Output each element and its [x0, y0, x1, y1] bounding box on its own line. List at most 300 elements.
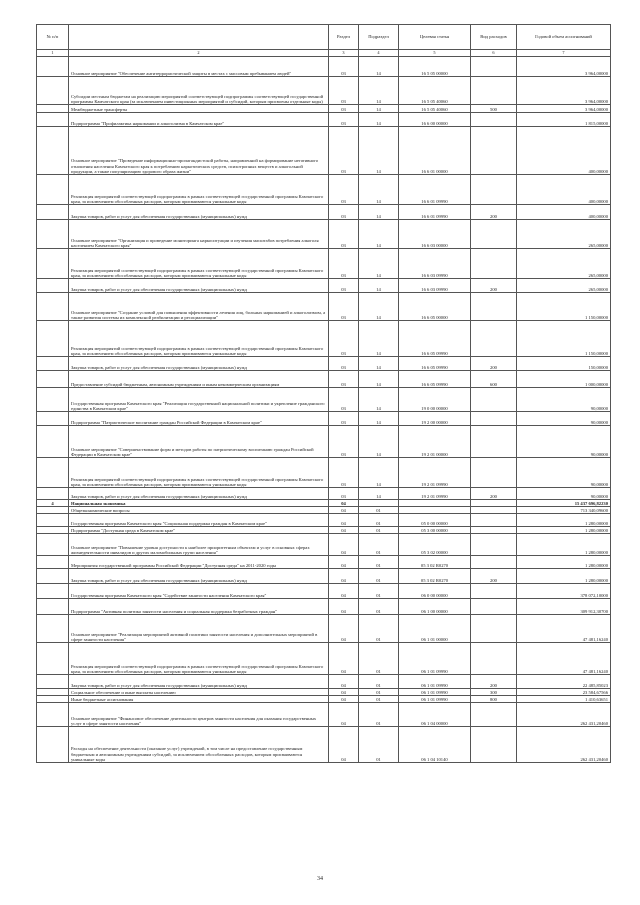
row-expense-type-cell — [471, 727, 517, 763]
row-amount-cell: 22 485,85023 — [517, 675, 611, 689]
table-row — [37, 569, 611, 584]
row-amount-cell: 713 340,09600 — [517, 507, 611, 514]
table-header-row — [37, 25, 611, 50]
table-body — [37, 57, 611, 763]
row-number-cell — [37, 127, 69, 175]
row-razdel-cell: 03 — [329, 357, 359, 371]
row-name-cell: Предоставление субсидий бюджетным, автономным учреждениям и иным некоммерческим организациям — [69, 371, 329, 388]
row-name-cell: Государственная программа Камчатского края "Реализация государственной национальной политики и укрепление гражданского единства в Камчатском крае" — [69, 388, 329, 412]
row-target-article-cell: 06 1 01 09990 — [399, 696, 471, 703]
column-number: 4 — [359, 50, 399, 57]
row-amount-cell: 262 431,20460 — [517, 727, 611, 763]
row-number-cell — [37, 507, 69, 514]
row-amount-cell: 90,00000 — [517, 426, 611, 458]
row-name-cell: Закупка товаров, работ и услуг для обеспечения государственных (муниципальных) нужд — [69, 357, 329, 371]
row-podrazdel-cell: 14 — [359, 293, 399, 321]
row-amount-cell: 1 280,00000 — [517, 514, 611, 527]
page-number: 34 — [317, 876, 323, 882]
row-amount-cell: 1 410,63651 — [517, 696, 611, 703]
row-number-cell — [37, 675, 69, 689]
row-podrazdel-cell: 01 — [359, 696, 399, 703]
row-razdel-cell: 03 — [329, 249, 359, 279]
row-amount-cell: 47 481,16240 — [517, 615, 611, 643]
row-expense-type-cell: 600 — [471, 371, 517, 388]
row-number-cell — [37, 205, 69, 220]
table-row — [37, 689, 611, 696]
row-number-cell — [37, 279, 69, 293]
row-razdel-cell: 04 — [329, 534, 359, 556]
row-number-cell — [37, 488, 69, 500]
row-razdel-cell: 03 — [329, 488, 359, 500]
row-target-article-cell: 16 6 03 09990 — [399, 249, 471, 279]
row-target-article-cell: 19 0 00 00000 — [399, 388, 471, 412]
row-number-cell — [37, 569, 69, 584]
row-razdel-cell: 03 — [329, 77, 359, 105]
row-target-article-cell: 16 6 05 09990 — [399, 371, 471, 388]
row-target-article-cell: 16 5 05 40060 — [399, 105, 471, 113]
row-amount-cell: 3 964,00000 — [517, 77, 611, 105]
header-name — [69, 25, 329, 50]
header-expense-type: Вид расходов — [471, 25, 517, 50]
row-amount-cell: 47 481,16240 — [517, 643, 611, 675]
row-expense-type-cell — [471, 599, 517, 615]
row-expense-type-cell — [471, 113, 517, 127]
table-row — [37, 371, 611, 388]
row-podrazdel-cell: 01 — [359, 556, 399, 569]
row-name-cell: Реализация мероприятий соответствующей подпрограммы в рамках соответствующей государственной программы Камчатского края, за исключением обособленных расходов, которым присваиваются уникальные коды — [69, 175, 329, 205]
row-expense-type-cell: 800 — [471, 696, 517, 703]
row-expense-type-cell — [471, 220, 517, 249]
table-row — [37, 507, 611, 514]
row-expense-type-cell — [471, 643, 517, 675]
column-number: 2 — [69, 50, 329, 57]
row-number-cell — [37, 426, 69, 458]
row-podrazdel-cell: 01 — [359, 584, 399, 599]
row-expense-type-cell — [471, 458, 517, 488]
row-amount-cell: 400,00000 — [517, 175, 611, 205]
row-expense-type-cell: 200 — [471, 279, 517, 293]
row-razdel-cell: 03 — [329, 426, 359, 458]
row-name-cell: Закупка товаров, работ и услуг для обеспечения государственных (муниципальных) нужд — [69, 205, 329, 220]
row-number-cell — [37, 175, 69, 205]
row-number-cell — [37, 556, 69, 569]
table-row — [37, 675, 611, 689]
row-razdel-cell: 04 — [329, 584, 359, 599]
header-podrazdel: Подраздел — [359, 25, 399, 50]
column-number: 5 — [399, 50, 471, 57]
row-amount-cell: 1 000,00000 — [517, 371, 611, 388]
row-target-article-cell: 19 2 01 09990 — [399, 488, 471, 500]
row-target-article-cell: 16 5 05 00000 — [399, 57, 471, 77]
table-row — [37, 426, 611, 458]
row-amount-cell: 1 150,00000 — [517, 293, 611, 321]
row-podrazdel-cell: 14 — [359, 249, 399, 279]
row-target-article-cell: 16 6 00 00000 — [399, 113, 471, 127]
table-row — [37, 727, 611, 763]
table-row — [37, 105, 611, 113]
row-expense-type-cell — [471, 514, 517, 527]
table-row — [37, 57, 611, 77]
row-amount-cell: 265,00000 — [517, 220, 611, 249]
table-row — [37, 77, 611, 105]
row-podrazdel-cell: 14 — [359, 127, 399, 175]
row-expense-type-cell — [471, 412, 517, 426]
row-expense-type-cell — [471, 388, 517, 412]
table-row — [37, 293, 611, 321]
table-row — [37, 696, 611, 703]
table-row — [37, 127, 611, 175]
row-number-cell — [37, 371, 69, 388]
row-razdel-cell: 03 — [329, 113, 359, 127]
row-amount-cell: 90,00000 — [517, 412, 611, 426]
row-name-cell: Основное мероприятие "Создание условий для повышения эффективности лечения лиц, больных наркоманией и алкоголизмом, а также развития системы их комплексной реабилитации и ресоциализации" — [69, 293, 329, 321]
row-razdel-cell: 04 — [329, 615, 359, 643]
row-podrazdel-cell: 01 — [359, 527, 399, 534]
row-razdel-cell: 03 — [329, 371, 359, 388]
row-razdel-cell: 03 — [329, 205, 359, 220]
header-target-article: Целевая статья — [399, 25, 471, 50]
row-target-article-cell — [399, 507, 471, 514]
table-row — [37, 249, 611, 279]
row-amount-cell: 378 072,10000 — [517, 584, 611, 599]
row-target-article-cell: 16 6 03 09990 — [399, 279, 471, 293]
row-expense-type-cell — [471, 556, 517, 569]
row-name-cell: Основное мероприятие "Организация и проведение мониторинга наркоситуации и изучения масштабов потребления алкоголя населением Камчатского края" — [69, 220, 329, 249]
table-row — [37, 584, 611, 599]
row-target-article-cell: 06 1 00 00000 — [399, 599, 471, 615]
row-target-article-cell — [399, 500, 471, 507]
row-amount-cell: 3 964,00000 — [517, 105, 611, 113]
row-name-cell: Реализация мероприятий соответствующей подпрограммы в рамках соответствующей государственной программы Камчатского края, за исключением обособленных расходов, которым присваиваются уникальные коды — [69, 643, 329, 675]
table-row — [37, 527, 611, 534]
row-podrazdel-cell: 14 — [359, 426, 399, 458]
row-razdel-cell: 03 — [329, 279, 359, 293]
table-row — [37, 500, 611, 507]
row-name-cell: Иные бюджетные ассигнования — [69, 696, 329, 703]
row-podrazdel-cell: 14 — [359, 412, 399, 426]
column-number-row — [37, 50, 611, 57]
column-number: 1 — [37, 50, 69, 57]
row-razdel-cell: 03 — [329, 293, 359, 321]
row-expense-type-cell — [471, 249, 517, 279]
row-razdel-cell: 04 — [329, 514, 359, 527]
row-number-cell — [37, 388, 69, 412]
table-row — [37, 643, 611, 675]
row-podrazdel-cell: 14 — [359, 57, 399, 77]
row-name-cell: Межбюджетные трансферты — [69, 105, 329, 113]
row-name-cell: Основное мероприятие "Повышение уровня доступности к наиболее приоритетным объектам и услуг в основных сферах жизнедеятельности инвалидов и других маломобильных групп населения" — [69, 534, 329, 556]
row-podrazdel-cell: 01 — [359, 675, 399, 689]
row-number-cell — [37, 321, 69, 357]
row-number-cell — [37, 584, 69, 599]
row-razdel-cell: 04 — [329, 599, 359, 615]
row-number-cell — [37, 615, 69, 643]
row-podrazdel-cell: 01 — [359, 703, 399, 727]
row-target-article-cell: 05 3 02 R0270 — [399, 569, 471, 584]
row-razdel-cell: 04 — [329, 569, 359, 584]
table-row — [37, 357, 611, 371]
table-row — [37, 458, 611, 488]
row-amount-cell: 1 150,00000 — [517, 321, 611, 357]
row-name-cell: Реализация мероприятий соответствующей подпрограммы в рамках соответствующей государственной программы Камчатского края, за исключением обособленных расходов, которым присваиваются уникальные коды — [69, 321, 329, 357]
row-expense-type-cell — [471, 527, 517, 534]
column-number: 6 — [471, 50, 517, 57]
header-number: № п/п — [37, 25, 69, 50]
row-expense-type-cell — [471, 127, 517, 175]
row-number-cell — [37, 357, 69, 371]
row-amount-cell: 1 815,00000 — [517, 113, 611, 127]
row-expense-type-cell — [471, 426, 517, 458]
row-target-article-cell: 16 5 05 40060 — [399, 77, 471, 105]
row-amount-cell: 1 280,00000 — [517, 556, 611, 569]
row-name-cell: Общеэкономические вопросы — [69, 507, 329, 514]
row-target-article-cell: 05 3 02 00000 — [399, 534, 471, 556]
row-razdel-cell: 03 — [329, 412, 359, 426]
header-annual-amount: Годовой объем ассигнований — [517, 25, 611, 50]
row-name-cell: Реализация мероприятий соответствующей подпрограммы в рамках соответствующей государственной программы Камчатского края, за исключением обособленных расходов, которым присваиваются уникальные коды — [69, 458, 329, 488]
row-razdel-cell: 03 — [329, 220, 359, 249]
row-name-cell: Основное мероприятие "Реализация мероприятий активной политики занятости населения и дополнительных мероприятий в сфере занятости населения" — [69, 615, 329, 643]
table-row — [37, 556, 611, 569]
row-expense-type-cell — [471, 703, 517, 727]
row-expense-type-cell — [471, 534, 517, 556]
row-podrazdel-cell: 14 — [359, 357, 399, 371]
row-expense-type-cell: 200 — [471, 488, 517, 500]
row-name-cell: Закупка товаров, работ и услуг для обеспечения государственных (муниципальных) нужд — [69, 488, 329, 500]
row-number-cell — [37, 412, 69, 426]
row-podrazdel-cell: 14 — [359, 105, 399, 113]
row-expense-type-cell — [471, 57, 517, 77]
row-name-cell: Социальное обеспечение и иные выплаты населению — [69, 689, 329, 696]
row-podrazdel-cell: 01 — [359, 643, 399, 675]
table-row — [37, 113, 611, 127]
row-target-article-cell: 06 1 04 10140 — [399, 727, 471, 763]
row-podrazdel-cell: 14 — [359, 371, 399, 388]
row-target-article-cell: 16 6 03 00000 — [399, 220, 471, 249]
row-amount-cell: 262 431,20460 — [517, 703, 611, 727]
row-amount-cell: 1 280,00000 — [517, 527, 611, 534]
row-number-cell — [37, 458, 69, 488]
row-target-article-cell: 06 1 01 09990 — [399, 675, 471, 689]
row-target-article-cell: 06 1 01 09990 — [399, 689, 471, 696]
row-podrazdel-cell: 14 — [359, 488, 399, 500]
row-expense-type-cell — [471, 507, 517, 514]
row-number-cell — [37, 599, 69, 615]
row-podrazdel-cell: 14 — [359, 205, 399, 220]
row-number-cell — [37, 220, 69, 249]
row-number-cell — [37, 534, 69, 556]
row-razdel-cell: 04 — [329, 556, 359, 569]
row-number-cell — [37, 514, 69, 527]
row-expense-type-cell: 200 — [471, 357, 517, 371]
row-amount-cell: 150,00000 — [517, 357, 611, 371]
row-name-cell: Подпрограмма "Доступная среда в Камчатском крае" — [69, 527, 329, 534]
row-expense-type-cell — [471, 175, 517, 205]
row-name-cell: Субсидии местным бюджетам на реализацию мероприятий соответствующей подпрограммы соответствующей государственной программы Камчатского края (за исключением инвестиционных мероприятий и субсидий, которым присвоены отдельные коды) — [69, 77, 329, 105]
row-number-cell — [37, 727, 69, 763]
row-target-article-cell: 06 0 00 00000 — [399, 584, 471, 599]
table-row — [37, 205, 611, 220]
table-row — [37, 388, 611, 412]
row-expense-type-cell — [471, 321, 517, 357]
row-razdel-cell: 04 — [329, 527, 359, 534]
row-name-cell: Реализация мероприятий соответствующей подпрограммы в рамках соответствующей государственной программы Камчатского края, за исключением обособленных расходов, которым присваиваются уникальные коды — [69, 249, 329, 279]
row-number-cell: 4 — [37, 500, 69, 507]
table-row — [37, 412, 611, 426]
row-razdel-cell: 04 — [329, 703, 359, 727]
row-razdel-cell: 04 — [329, 643, 359, 675]
row-amount-cell: 1 280,00000 — [517, 534, 611, 556]
table-row — [37, 615, 611, 643]
row-podrazdel-cell: 14 — [359, 321, 399, 357]
row-target-article-cell: 06 1 04 00000 — [399, 703, 471, 727]
table-row — [37, 703, 611, 727]
row-target-article-cell: 05 3 02 R0270 — [399, 556, 471, 569]
row-target-article-cell: 16 6 05 09990 — [399, 357, 471, 371]
row-podrazdel-cell: 14 — [359, 279, 399, 293]
row-razdel-cell: 03 — [329, 321, 359, 357]
row-name-cell: Основное мероприятие "Совершенствование форм и методов работы по патриотическому воспитанию граждан Российской Федерации в Камчатском крае" — [69, 426, 329, 458]
table-row — [37, 175, 611, 205]
row-target-article-cell: 05 3 00 00000 — [399, 527, 471, 534]
row-podrazdel-cell: 01 — [359, 534, 399, 556]
row-number-cell — [37, 643, 69, 675]
row-razdel-cell: 04 — [329, 500, 359, 507]
row-name-cell: Государственная программа Камчатского края "Содействие занятости населения Камчатского края" — [69, 584, 329, 599]
row-target-article-cell: 16 6 01 09990 — [399, 205, 471, 220]
row-name-cell: Национальная экономика — [69, 500, 329, 507]
row-target-article-cell: 19 2 01 00000 — [399, 426, 471, 458]
table-row — [37, 220, 611, 249]
row-name-cell: Мероприятия государственной программы Российской Федерации "Доступная среда" на 2011-2020 годы — [69, 556, 329, 569]
row-podrazdel-cell: 14 — [359, 458, 399, 488]
header-razdel: Раздел — [329, 25, 359, 50]
row-amount-cell: 265,00000 — [517, 249, 611, 279]
row-amount-cell: 90,00000 — [517, 458, 611, 488]
row-razdel-cell: 04 — [329, 675, 359, 689]
row-target-article-cell: 06 1 01 00000 — [399, 615, 471, 643]
budget-table — [36, 24, 611, 763]
row-name-cell: Закупка товаров, работ и услуг для обеспечения государственных (муниципальных) нужд — [69, 675, 329, 689]
row-expense-type-cell — [471, 615, 517, 643]
row-amount-cell: 3 964,00000 — [517, 57, 611, 77]
row-name-cell: Закупка товаров, работ и услуг для обеспечения государственных (муниципальных) нужд — [69, 569, 329, 584]
row-expense-type-cell: 200 — [471, 675, 517, 689]
table-row — [37, 321, 611, 357]
row-amount-cell: 400,00000 — [517, 127, 611, 175]
row-podrazdel-cell: 01 — [359, 727, 399, 763]
row-razdel-cell: 03 — [329, 57, 359, 77]
row-amount-cell: 309 912,30700 — [517, 599, 611, 615]
row-expense-type-cell: 200 — [471, 205, 517, 220]
table-row — [37, 599, 611, 615]
row-podrazdel-cell: 01 — [359, 615, 399, 643]
row-target-article-cell: 16 6 01 00000 — [399, 127, 471, 175]
row-name-cell: Подпрограмма "Патриотическое воспитание граждан Российской Федерации в Камчатском крае" — [69, 412, 329, 426]
row-name-cell: Основное мероприятие "Обеспечение антитеррористической защиты в местах с массовым пребыванием людей" — [69, 57, 329, 77]
row-number-cell — [37, 689, 69, 696]
row-amount-cell: 90,00000 — [517, 488, 611, 500]
row-number-cell — [37, 696, 69, 703]
row-podrazdel-cell: 01 — [359, 507, 399, 514]
row-podrazdel-cell — [359, 500, 399, 507]
row-expense-type-cell — [471, 584, 517, 599]
row-name-cell: Закупка товаров, работ и услуг для обеспечения государственных (муниципальных) нужд — [69, 279, 329, 293]
column-number: 7 — [517, 50, 611, 57]
row-target-article-cell: 19 2 01 09990 — [399, 458, 471, 488]
row-amount-cell: 15 437 696,82230 — [517, 500, 611, 507]
row-razdel-cell: 04 — [329, 727, 359, 763]
row-target-article-cell: 05 0 00 00000 — [399, 514, 471, 527]
row-amount-cell: 265,00000 — [517, 279, 611, 293]
table-row — [37, 534, 611, 556]
row-number-cell — [37, 293, 69, 321]
row-expense-type-cell — [471, 293, 517, 321]
row-expense-type-cell: 500 — [471, 105, 517, 113]
row-name-cell: Основное мероприятие "Проведение информационно-пропагандистской работы, направленной на формирование негативного отношения населения Камчатского края к потреблению наркотических средств, психотропных веществ и алкогольной продукции, а также популяризацию здорового образа жизни" — [69, 127, 329, 175]
budget-table-sheet — [36, 24, 610, 763]
row-podrazdel-cell: 01 — [359, 514, 399, 527]
row-expense-type-cell: 300 — [471, 689, 517, 696]
row-amount-cell: 90,00000 — [517, 388, 611, 412]
table-row — [37, 514, 611, 527]
column-number: 3 — [329, 50, 359, 57]
row-podrazdel-cell: 14 — [359, 113, 399, 127]
row-razdel-cell: 03 — [329, 388, 359, 412]
row-razdel-cell: 04 — [329, 507, 359, 514]
row-podrazdel-cell: 14 — [359, 388, 399, 412]
row-expense-type-cell: 200 — [471, 569, 517, 584]
row-podrazdel-cell: 14 — [359, 77, 399, 105]
row-target-article-cell: 16 6 01 09990 — [399, 175, 471, 205]
row-target-article-cell: 06 1 01 09990 — [399, 643, 471, 675]
row-podrazdel-cell: 14 — [359, 175, 399, 205]
row-target-article-cell: 19 2 00 00000 — [399, 412, 471, 426]
row-expense-type-cell — [471, 77, 517, 105]
row-number-cell — [37, 113, 69, 127]
row-number-cell — [37, 249, 69, 279]
row-name-cell: Расходы на обеспечение деятельности (оказание услуг) учреждений, в том числе на предоставление государственным бюджетным и автономным учреждениям субсидий, за исключением обособленных расходов, которым присваиваются уникальные коды — [69, 727, 329, 763]
table-row — [37, 279, 611, 293]
row-number-cell — [37, 105, 69, 113]
row-name-cell: Подпрограмма "Активная политика занятости населения и социальная поддержка безработных граждан" — [69, 599, 329, 615]
row-expense-type-cell — [471, 500, 517, 507]
row-podrazdel-cell: 01 — [359, 689, 399, 696]
row-target-article-cell: 16 6 05 09990 — [399, 321, 471, 357]
row-razdel-cell: 03 — [329, 175, 359, 205]
row-name-cell: Основное мероприятие "Финансовое обеспечение деятельности центров занятости населения для оказания государственных услуг в сфере занятости населения" — [69, 703, 329, 727]
row-amount-cell: 400,00000 — [517, 205, 611, 220]
row-number-cell — [37, 703, 69, 727]
row-number-cell — [37, 77, 69, 105]
row-razdel-cell: 04 — [329, 696, 359, 703]
row-razdel-cell: 04 — [329, 689, 359, 696]
table-row — [37, 488, 611, 500]
row-amount-cell: 1 280,00000 — [517, 569, 611, 584]
row-razdel-cell: 03 — [329, 458, 359, 488]
row-number-cell — [37, 57, 69, 77]
row-target-article-cell: 16 6 05 00000 — [399, 293, 471, 321]
row-podrazdel-cell: 01 — [359, 569, 399, 584]
row-name-cell: Государственная программа Камчатского края "Социальная поддержка граждан в Камчатском крае" — [69, 514, 329, 527]
row-podrazdel-cell: 01 — [359, 599, 399, 615]
row-name-cell: Подпрограмма "Профилактика наркомании и алкоголизма в Камчатском крае" — [69, 113, 329, 127]
row-razdel-cell: 03 — [329, 127, 359, 175]
row-number-cell — [37, 527, 69, 534]
row-podrazdel-cell: 14 — [359, 220, 399, 249]
row-amount-cell: 23 584,67566 — [517, 689, 611, 696]
row-razdel-cell: 03 — [329, 105, 359, 113]
